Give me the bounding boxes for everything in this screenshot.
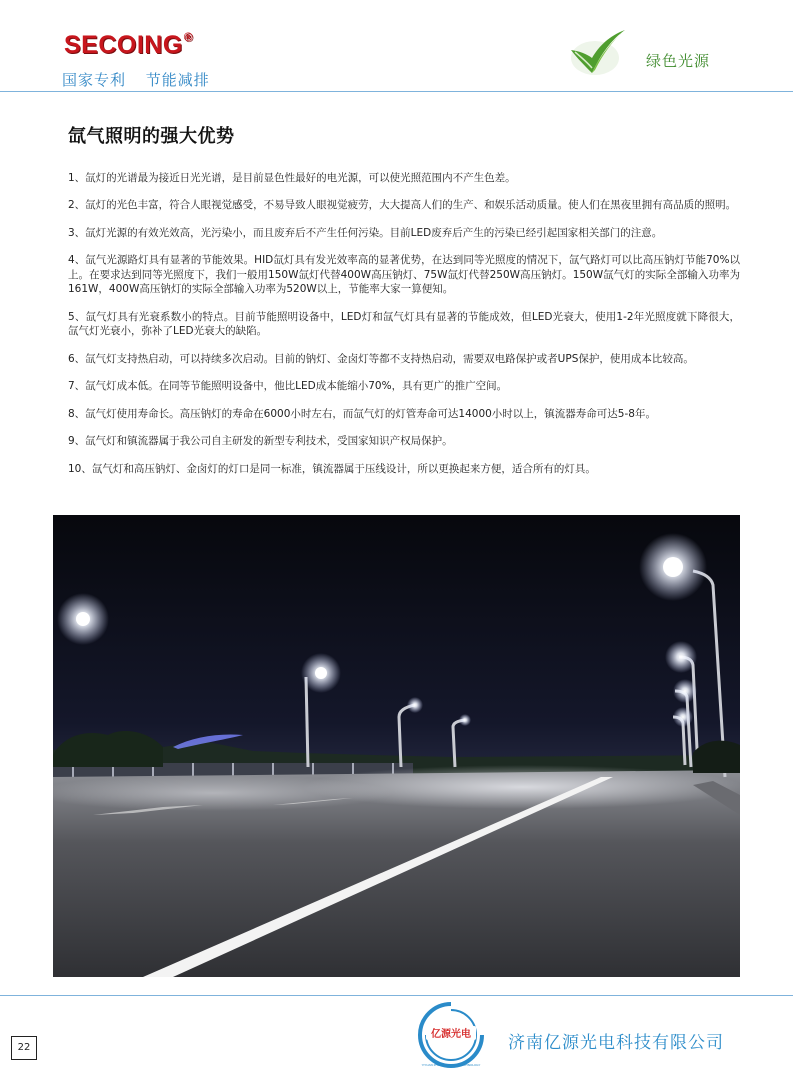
night-street-lights-photo bbox=[53, 515, 740, 977]
green-leaf-check-icon bbox=[565, 24, 629, 80]
page-number: 22 bbox=[11, 1036, 37, 1060]
list-item: 7、氙气灯成本低。在同等节能照明设备中，他比LED成本能缩小70%，具有更广的推广空间。 bbox=[68, 380, 508, 392]
list-item: 3、氙灯光源的有效光效高，光污染小，而且废弃后不产生任何污染。目前LED废弃后产生的污染已经引起国家相关部门的注意。 bbox=[68, 226, 663, 239]
list-item: 5、氙气灯具有光衰系数小的特点。目前节能照明设备中，LED灯和氙气灯具有显著的节能成效，但LED光衰大，使用1-2年光照度就下降很大，氙气灯光衰小，弥补了LED光衰大的缺陷。 bbox=[68, 310, 740, 337]
footer-divider bbox=[0, 995, 793, 996]
list-item: 6、氙气灯支持热启动，可以持续多次启动。目前的钠灯、金卤灯等都不支持热启动，需要双电路保护或者UPS保护，使用成本比较高。 bbox=[68, 352, 694, 365]
advantages-list bbox=[68, 160, 740, 489]
page-title: 氙气照明的强大优势 bbox=[68, 126, 235, 147]
tagline bbox=[62, 69, 224, 90]
tagline-energy: 节能减排 bbox=[145, 71, 210, 89]
list-item: 9、氙气灯和镇流器属于我公司自主研发的新型专利技术，受国家知识产权局保护。 bbox=[68, 435, 453, 447]
list-item: 1、氙灯的光谱最为接近日光光谱，是目前显色性最好的电光源，可以使光照范围内不产生色差。 bbox=[68, 171, 516, 184]
company-name: 济南亿源光电科技有限公司 bbox=[508, 1033, 724, 1053]
green-light-title: 绿色光源 bbox=[646, 52, 711, 70]
list-item: 8、氙气灯使用寿命长。高压钠灯的寿命在6000小时左右，而氙气灯的灯管寿命可达14000小时以上，镇流器寿命可达5-8年。 bbox=[68, 407, 656, 420]
list-item: 10、氙气灯和高压钠灯、金卤灯的灯口是同一标准，镇流器属于压线设计，所以更换起来方便，适合所有的灯具。 bbox=[68, 462, 596, 475]
registered-mark: ® bbox=[183, 30, 194, 44]
header-divider bbox=[0, 91, 793, 92]
company-logo-text: 亿源光电 bbox=[431, 1029, 471, 1040]
brand-logo bbox=[64, 30, 193, 60]
list-item: 4、氙气光源路灯具有显著的节能效果。HID氙灯具有发光效率高的显著优势，在达到同等光照度的情况下，氙气路灯可以比高压钠灯节能70%以上。在要求达到同等光照度下，我们一般用150W氙灯代替400W高压钠灯、75W氙灯代替250W高压钠灯。150W氙气灯的实际全部输入功率为161W，400W高压钠灯的实际全部输入功率为520W以上，节能率大家一算便知。 bbox=[68, 254, 740, 295]
company-logo-icon bbox=[416, 1000, 486, 1070]
tagline-patent: 国家专利 bbox=[62, 71, 127, 89]
brand-name: SECOING bbox=[64, 31, 183, 59]
company-logo-subtext: YIYUAN PHOTOELECTRIC TECHNOLOGY bbox=[421, 1063, 481, 1067]
list-item: 2、氙灯的光色丰富，符合人眼视觉感受，不易导致人眼视觉疲劳，大大提高人们的生产、和娱乐活动质量。使人们在黑夜里拥有高品质的照明。 bbox=[68, 199, 737, 211]
